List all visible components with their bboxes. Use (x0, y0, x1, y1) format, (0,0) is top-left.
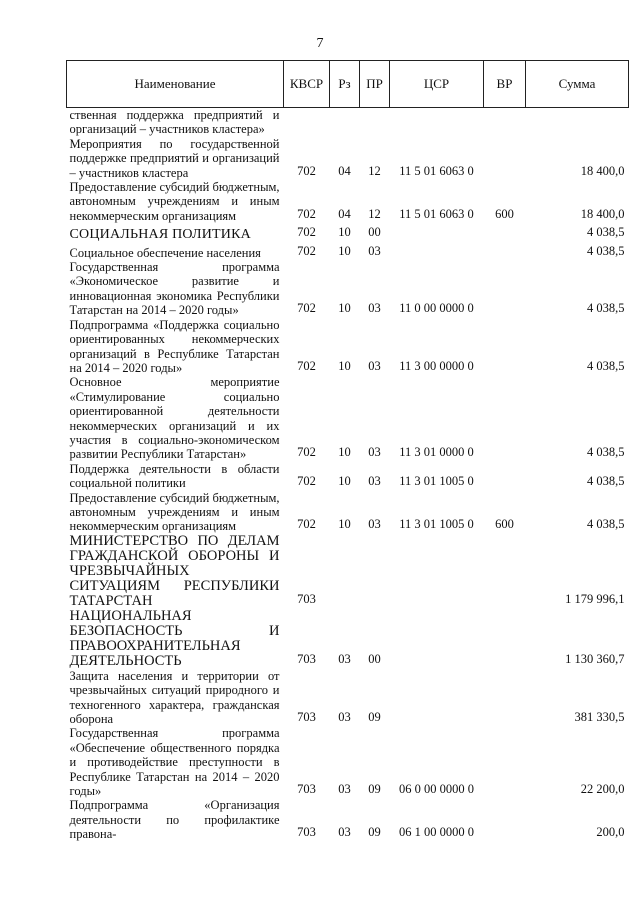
cell-rz: 10 (338, 358, 351, 373)
cell-kvsr: 702 (297, 358, 316, 373)
header-vr: ВР (484, 61, 526, 108)
cell-vr (484, 726, 526, 798)
cell-vr (484, 375, 526, 461)
cell-sum: 18 400,0 (580, 206, 625, 221)
cell-sum: 1 179 996,1 (565, 592, 625, 607)
cell-kvsr: 702 (297, 517, 316, 532)
cell-sum: 1 130 360,7 (565, 652, 625, 667)
cell-sum: 4 038,5 (587, 225, 625, 240)
cell-csr (390, 223, 484, 241)
cell-pr: 12 (368, 206, 381, 221)
cell-pr: 00 (368, 225, 381, 240)
cell-vr (484, 609, 526, 669)
table-row (67, 462, 629, 491)
cell-pr: 00 (368, 652, 381, 667)
cell-rz: 03 (338, 652, 351, 667)
cell-kvsr: 702 (297, 206, 316, 221)
cell-name: Мероприятия по государственной поддержке предприятий и организаций – участников кластера (69, 136, 280, 180)
table-row (67, 242, 629, 260)
table-row (67, 375, 629, 461)
cell-kvsr: 703 (297, 710, 316, 724)
table-row (67, 798, 629, 841)
cell-vr (484, 462, 526, 491)
header-name: Наименование (67, 61, 284, 108)
cell-rz (330, 534, 360, 609)
table-row (67, 534, 629, 609)
cell-csr: 11 3 01 1005 0 (399, 517, 474, 532)
cell-pr: 03 (368, 474, 381, 489)
cell-rz: 10 (338, 517, 351, 532)
cell-csr: 11 5 01 6063 0 (399, 206, 474, 221)
cell-rz: 03 (338, 825, 351, 840)
cell-kvsr: 703 (297, 782, 316, 797)
header-rz: Рз (330, 61, 360, 108)
cell-sum: 4 038,5 (587, 474, 625, 489)
cell-rz: 10 (338, 301, 351, 316)
cell-pr: 03 (368, 358, 381, 373)
cell-name: Предоставление субсидий бюджетным, автономным учреждениям и иным некоммерческим организациям (69, 180, 280, 223)
cell-rz: 03 (338, 782, 351, 797)
cell-rz (330, 108, 360, 137)
cell-name: Государственная программа «Обеспечение общественного порядка и противодействие преступности в Республике Татарстан на 2014 – 2020 годы» (69, 726, 280, 799)
cell-kvsr: 702 (297, 163, 316, 178)
table-row (67, 180, 629, 223)
table-row (67, 491, 629, 534)
cell-name: Подпрограмма «Организация деятельности по профилактике правона- (69, 798, 280, 842)
cell-vr (484, 669, 526, 727)
cell-sum: 381 330,5 (574, 710, 625, 724)
table-row (67, 609, 629, 669)
table-row (67, 669, 629, 727)
cell-csr (390, 669, 484, 727)
cell-csr: 11 3 00 0000 0 (399, 358, 474, 373)
cell-kvsr: 702 (297, 474, 316, 489)
cell-name: НАЦИОНАЛЬНАЯ БЕЗОПАСНОСТЬ И ПРАВООХРАНИТЕЛЬНАЯ ДЕЯТЕЛЬНОСТЬ (69, 607, 280, 669)
cell-vr (484, 108, 526, 137)
cell-rz: 04 (338, 163, 351, 178)
cell-sum: 18 400,0 (580, 163, 625, 178)
cell-name: Защита населения и территории от чрезвычайных ситуаций природного и техногенного характера, гражданская оборона (69, 668, 280, 726)
table-row (67, 260, 629, 318)
cell-name: СОЦИАЛЬНАЯ ПОЛИТИКА (69, 226, 251, 242)
cell-sum: 200,0 (596, 825, 625, 840)
page-number: 7 (316, 36, 324, 51)
table-row (67, 318, 629, 376)
cell-sum: 4 038,5 (587, 301, 625, 316)
cell-name: ственная поддержка предприятий и организаций – участников кластера» (69, 108, 280, 137)
cell-vr (484, 318, 526, 376)
cell-vr (484, 223, 526, 241)
table-header-row (67, 61, 629, 108)
cell-rz: 10 (338, 243, 351, 258)
cell-pr (360, 534, 390, 609)
cell-name: Основное мероприятие «Стимулирование социально ориентированной деятельности некоммерческих организаций и их участия в социально-экономическом развитии Республики Татарстан» (69, 375, 280, 462)
cell-csr: 06 0 00 0000 0 (399, 782, 474, 797)
table-row (67, 223, 629, 241)
cell-kvsr: 702 (297, 445, 316, 460)
cell-vr (484, 798, 526, 841)
cell-csr: 11 5 01 6063 0 (399, 163, 474, 178)
cell-csr (390, 609, 484, 669)
cell-kvsr: 702 (297, 243, 316, 258)
cell-csr (390, 242, 484, 260)
cell-pr (360, 108, 390, 137)
cell-sum: 4 038,5 (587, 358, 625, 373)
cell-name: Поддержка деятельности в области социальной политики (69, 461, 280, 491)
cell-vr (484, 260, 526, 318)
table-row (67, 726, 629, 798)
cell-pr: 03 (368, 445, 381, 460)
cell-vr (484, 137, 526, 180)
cell-vr (484, 242, 526, 260)
cell-name: МИНИСТЕРСТВО ПО ДЕЛАМ ГРАЖДАНСКОЙ ОБОРОНЫ И ЧРЕЗВЫЧАЙНЫХ СИТУАЦИЯМ РЕСПУБЛИКИ ТАТАРСТАН (69, 532, 280, 609)
cell-name: Социальное обеспечение населения (69, 245, 261, 260)
header-sum: Сумма (526, 61, 629, 108)
cell-sum (526, 108, 629, 137)
cell-csr (390, 108, 484, 137)
header-pr: ПР (360, 61, 390, 108)
cell-sum: 4 038,5 (587, 445, 625, 460)
cell-csr: 11 0 00 0000 0 (399, 301, 474, 316)
budget-table (66, 60, 629, 842)
cell-pr: 03 (368, 301, 381, 316)
cell-sum: 4 038,5 (587, 243, 625, 258)
cell-rz: 04 (338, 206, 351, 221)
cell-pr: 03 (368, 243, 381, 258)
table-row (67, 137, 629, 180)
cell-pr: 09 (368, 825, 381, 840)
cell-csr: 11 3 01 1005 0 (399, 474, 474, 489)
cell-name: Подпрограмма «Поддержка социально ориентированных некоммерческих организаций в Республике Татарстан на 2014 – 2020 годы» (69, 317, 280, 375)
header-csr: ЦСР (390, 61, 484, 108)
cell-pr: 09 (368, 782, 381, 797)
cell-kvsr: 702 (297, 301, 316, 316)
cell-vr: 600 (495, 206, 514, 221)
cell-rz: 03 (338, 710, 351, 724)
cell-kvsr: 703 (297, 652, 316, 667)
cell-rz: 10 (338, 445, 351, 460)
header-kvsr: КВСР (284, 61, 330, 108)
cell-pr: 03 (368, 517, 381, 532)
cell-kvsr (284, 108, 330, 137)
cell-kvsr: 703 (297, 592, 316, 607)
cell-csr: 11 3 01 0000 0 (399, 445, 474, 460)
cell-rz: 10 (338, 225, 351, 240)
cell-vr: 600 (495, 517, 514, 532)
cell-kvsr: 702 (297, 225, 316, 240)
table-body (67, 108, 629, 842)
cell-csr: 06 1 00 0000 0 (399, 825, 474, 840)
cell-csr (390, 534, 484, 609)
cell-name: Государственная программа «Экономическое развитие и инновационная экономика Республики Татарстан на 2014 – 2020 годы» (69, 260, 280, 318)
cell-rz: 10 (338, 474, 351, 489)
cell-kvsr: 703 (297, 825, 316, 840)
cell-pr: 12 (368, 163, 381, 178)
cell-sum: 22 200,0 (580, 782, 625, 797)
cell-sum: 4 038,5 (587, 517, 625, 532)
cell-name: Предоставление субсидий бюджетным, автономным учреждениям и иным некоммерческим организациям (69, 490, 280, 534)
table-row (67, 108, 629, 137)
cell-vr (484, 534, 526, 609)
cell-pr: 09 (368, 710, 381, 724)
